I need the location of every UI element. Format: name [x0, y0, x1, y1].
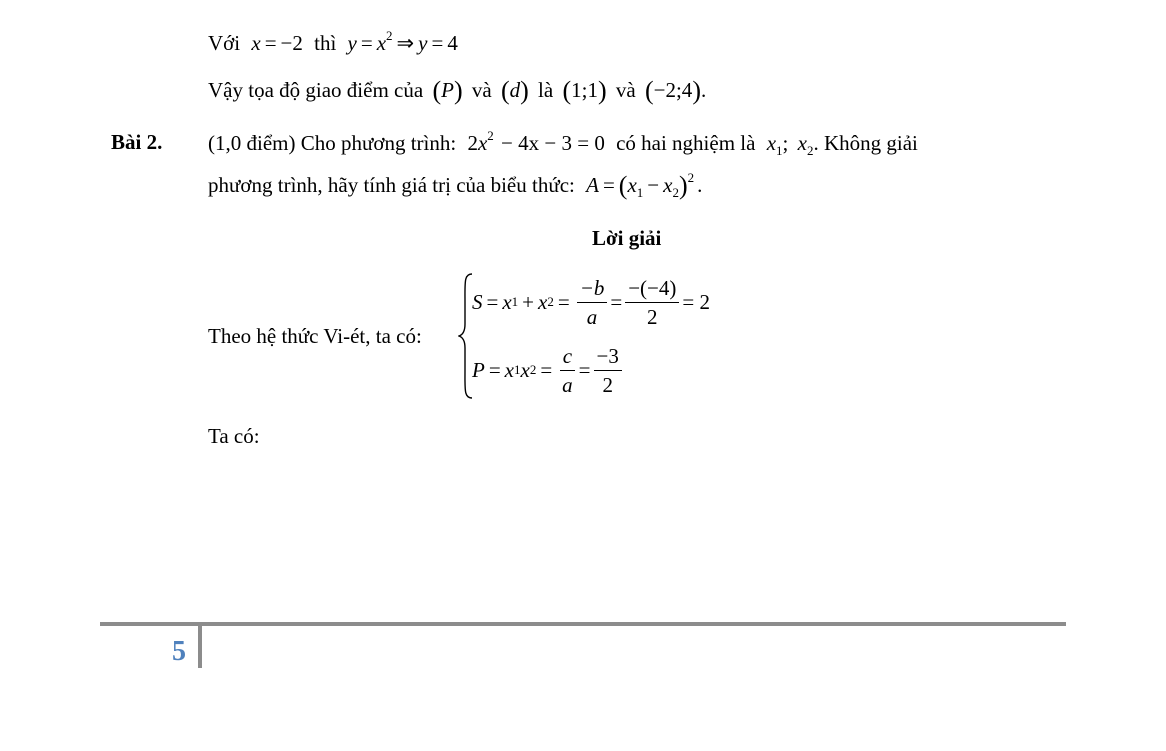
exponent: 2 [386, 28, 393, 43]
var-x: x [520, 357, 530, 382]
var-P: P [441, 78, 454, 102]
var-x: x [766, 131, 777, 155]
var-P: P [472, 357, 485, 382]
eq-sign: = [486, 289, 499, 314]
period: . [700, 78, 707, 102]
product-equation [472, 344, 625, 396]
var-y: y [418, 31, 428, 55]
eq-sign: = [540, 357, 553, 382]
text-khong-giai: . Không giải [813, 131, 918, 155]
value-neg2: −2 [280, 31, 303, 55]
var-x: x [504, 357, 514, 382]
eq-sign: = [610, 289, 623, 314]
subscript: 2 [529, 362, 537, 377]
eq-sign: = [602, 173, 615, 197]
text-thi: thì [314, 31, 337, 55]
eq-sign: = [488, 357, 501, 382]
eq-sign: = [264, 31, 277, 55]
var-x: x [376, 31, 387, 55]
subscript: 2 [672, 185, 679, 200]
exponent: 2 [487, 128, 494, 143]
text-va: và [471, 78, 492, 102]
text-roots: có hai nghiệm là [616, 131, 756, 155]
vieta-label: Theo hệ thức Vi-ét, ta có: [208, 324, 422, 348]
equation-rest: − 4x − 3 = 0 [501, 131, 605, 155]
subscript: 1 [514, 362, 521, 377]
var-x: x [251, 31, 261, 55]
fraction-neg-b-over-a: $\frac{-b}{a}$ [577, 276, 608, 328]
eq-sign: = [360, 31, 373, 55]
sum-result: = 2 [682, 289, 710, 314]
page-number: 5 [172, 636, 186, 667]
sum-equation [472, 276, 710, 328]
implies-sign: ⇒ [396, 31, 415, 55]
eq-sign: = [578, 357, 591, 382]
var-S: S [472, 289, 483, 314]
var-x: x [797, 131, 807, 155]
var-y: y [347, 31, 357, 55]
value-4: 4 [447, 31, 458, 55]
var-x: x [538, 289, 548, 314]
minus-sign: − [647, 173, 660, 197]
problem-intro: (1,0 điểm) Cho phương trình: [208, 131, 457, 155]
var-d: d [509, 78, 521, 102]
problem-statement-line2: phương trình, hãy tính giá trị của biểu thức: $A = (x_1 - x_2)^2$ . [208, 170, 703, 200]
subscript: 1 [776, 143, 783, 158]
ta-co-label: Ta có: [208, 424, 260, 448]
eq-sign: = [431, 31, 444, 55]
var-x: x [477, 131, 488, 155]
text-intersection: Vậy tọa độ giao điểm của [208, 78, 424, 102]
subscript: 1 [636, 185, 644, 200]
var-x: x [627, 173, 637, 197]
separator: ; [782, 131, 789, 155]
text-va: và [615, 78, 636, 102]
text-compute-value: phương trình, hãy tính giá trị của biểu thức: [208, 173, 575, 197]
line-with-x-neg2 [208, 28, 458, 56]
solution-title: Lời giải [592, 226, 662, 250]
exponent: 2 [687, 170, 695, 185]
var-x: x [502, 289, 512, 314]
footer-rule [100, 622, 1066, 626]
problem-label: Bài 2. [111, 130, 163, 154]
fraction-neg-neg4-over-2: $\frac{-(-4)}{2}$ [625, 276, 679, 328]
period: . [697, 173, 703, 197]
subscript: 2 [547, 294, 554, 309]
problem-statement-line1 [208, 128, 918, 159]
footer-divider [198, 622, 202, 668]
point-1: 1;1 [571, 78, 598, 102]
eq-sign: = [557, 289, 570, 314]
subscript: 1 [511, 294, 519, 309]
line-intersection-points: Vậy tọa độ giao điểm của (P) và (d) là (1;1) và (−2;4). [208, 76, 707, 105]
subscript: 2 [806, 143, 814, 158]
var-A: A [586, 173, 599, 197]
point-2: −2;4 [653, 78, 693, 102]
fraction-c-over-a: $\frac{c}{a}$ [559, 344, 576, 396]
coef-2: 2 [467, 131, 478, 155]
var-x: x [663, 173, 673, 197]
text-voi: Với [208, 31, 241, 55]
plus-sign: + [522, 289, 535, 314]
text-la: là [538, 78, 554, 102]
fraction-neg3-over-2: $\frac{-3}{2}$ [594, 344, 622, 396]
